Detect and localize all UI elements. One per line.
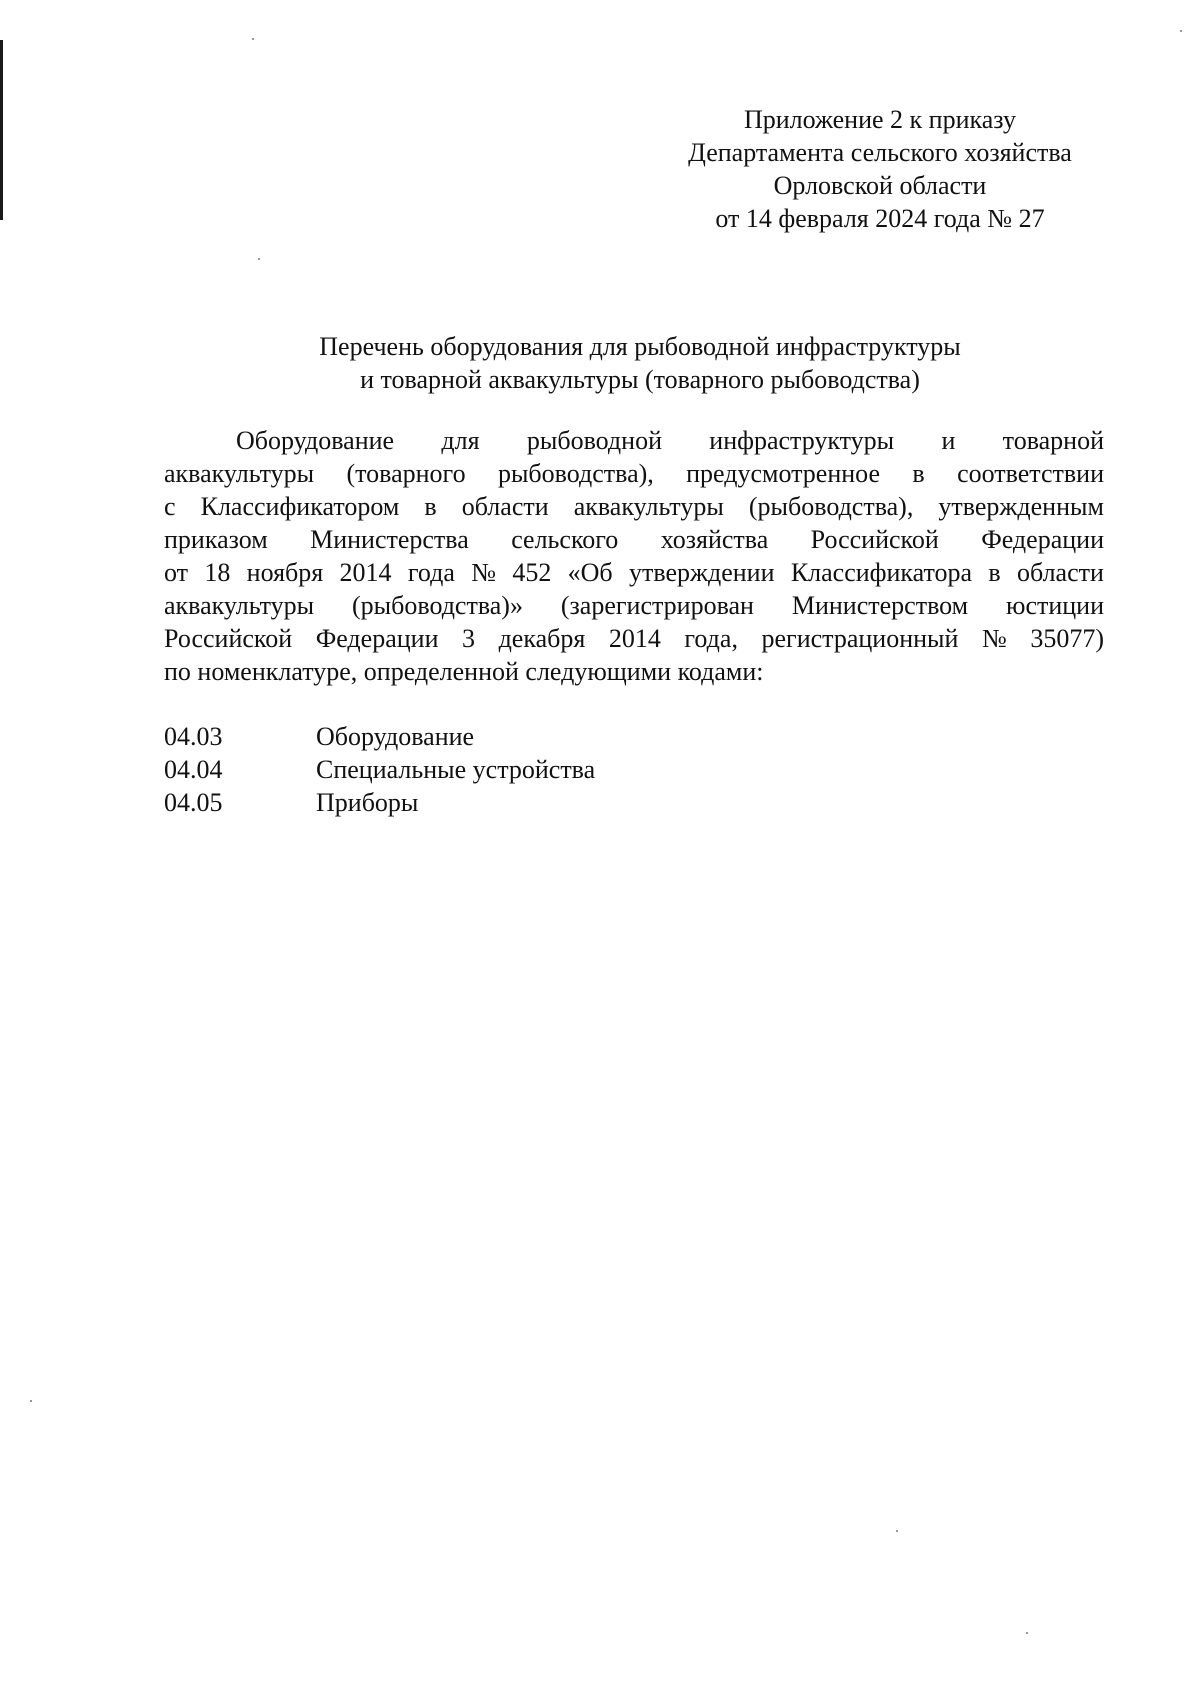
code-name: Приборы (316, 788, 419, 817)
paragraph-word: от (164, 558, 189, 587)
paragraph-word: товарной (1002, 426, 1104, 455)
scan-speck (896, 1530, 898, 1532)
paragraph-word: (товарного (346, 459, 466, 488)
paragraph-word: рыбоводства), (497, 459, 654, 488)
paragraph-word: Федерации (315, 624, 439, 653)
paragraph-line (164, 424, 1104, 457)
paragraph-line (164, 655, 1104, 688)
paragraph-word: рыбоводной (526, 426, 662, 455)
paragraph-word: 35077) (1030, 624, 1104, 653)
paragraph-word: в (988, 558, 1001, 587)
code-name: Оборудование (316, 722, 475, 751)
scan-edge-mark (0, 40, 3, 220)
paragraph-word: утверждении (628, 558, 775, 587)
document-title (160, 330, 1120, 396)
paragraph-word: Оборудование (236, 426, 395, 455)
paragraph-word: утвержденным (938, 492, 1104, 521)
paragraph-word: с (164, 492, 176, 521)
codes-list (164, 720, 595, 819)
paragraph-word: предусмотренное (686, 459, 881, 488)
code-number: 04.05 (164, 788, 223, 817)
code-number: 04.03 (164, 722, 223, 751)
paragraph-word: соответствии (957, 459, 1104, 488)
title-line: Перечень оборудования для рыбоводной инфраструктуры (319, 332, 961, 361)
paragraph-word: аквакультуры (164, 459, 315, 488)
paragraph-word: года (407, 558, 455, 587)
scan-speck (30, 1400, 32, 1402)
scan-speck (1180, 30, 1182, 32)
paragraph-word: приказом (164, 525, 268, 554)
paragraph-word: аквакультуры (164, 591, 315, 620)
appendix-line: от 14 февраля 2024 года № 27 (715, 204, 1045, 233)
paragraph-word: Министерства (310, 525, 469, 554)
paragraph-word: юстиции (1006, 591, 1104, 620)
code-row (164, 786, 595, 819)
paragraph-word: № (471, 558, 497, 587)
paragraph-word: «Об (567, 558, 613, 587)
paragraph-word: в (912, 459, 925, 488)
code-name: Специальные устройства (316, 755, 596, 784)
paragraph-word: инфраструктуры (709, 426, 895, 455)
paragraph-word: и (941, 426, 956, 455)
paragraph-word: Классификатором (200, 492, 400, 521)
code-row (164, 753, 595, 786)
paragraph-word: Российской (164, 624, 293, 653)
code-number: 04.04 (164, 755, 223, 784)
paragraph-word: для (441, 426, 480, 455)
paragraph-word: Федерации (981, 525, 1104, 554)
paragraph-line (164, 523, 1104, 556)
paragraph-word: области (1017, 558, 1104, 587)
title-line: и товарной аквакультуры (товарного рыбоводства) (360, 365, 920, 394)
paragraph-word: Российской (810, 525, 939, 554)
paragraph-line (164, 556, 1104, 589)
paragraph-word: хозяйства (660, 525, 769, 554)
paragraph-word: области (461, 492, 549, 521)
appendix-line: Департамента сельского хозяйства (688, 138, 1072, 167)
paragraph-word: 3 (462, 624, 476, 653)
paragraph-word: (рыбоводства)» (352, 591, 523, 620)
paragraph-word: 2014 (339, 558, 392, 587)
paragraph-line (164, 589, 1104, 622)
paragraph-word: 452 (512, 558, 552, 587)
paragraph-word: Министерством (791, 591, 969, 620)
appendix-line: Приложение 2 к приказу (743, 105, 1016, 134)
body-paragraph (164, 424, 1104, 688)
code-row (164, 720, 595, 753)
paragraph-line (164, 622, 1104, 655)
scan-speck (258, 258, 260, 260)
paragraph-word: (рыбоводства), (748, 492, 914, 521)
scan-speck (252, 38, 254, 40)
paragraph-word: года, (684, 624, 738, 653)
paragraph-word: по номенклатуре, определенной следующими кодами: (164, 657, 764, 686)
paragraph-word: аквакультуры (573, 492, 724, 521)
paragraph-word: Классификатора (790, 558, 973, 587)
paragraph-word: сельского (511, 525, 619, 554)
scan-speck (1026, 1632, 1028, 1634)
paragraph-line (164, 457, 1104, 490)
appendix-header (640, 103, 1120, 235)
paragraph-word: (зарегистрирован (560, 591, 754, 620)
paragraph-word: в (424, 492, 437, 521)
paragraph-word: № (981, 624, 1007, 653)
paragraph-word: ноября (246, 558, 324, 587)
paragraph-word: декабря (498, 624, 586, 653)
paragraph-word: 18 (204, 558, 231, 587)
appendix-line: Орловской области (773, 171, 987, 200)
paragraph-line (164, 490, 1104, 523)
paragraph-word: 2014 (608, 624, 661, 653)
paragraph-word: регистрационный (761, 624, 959, 653)
